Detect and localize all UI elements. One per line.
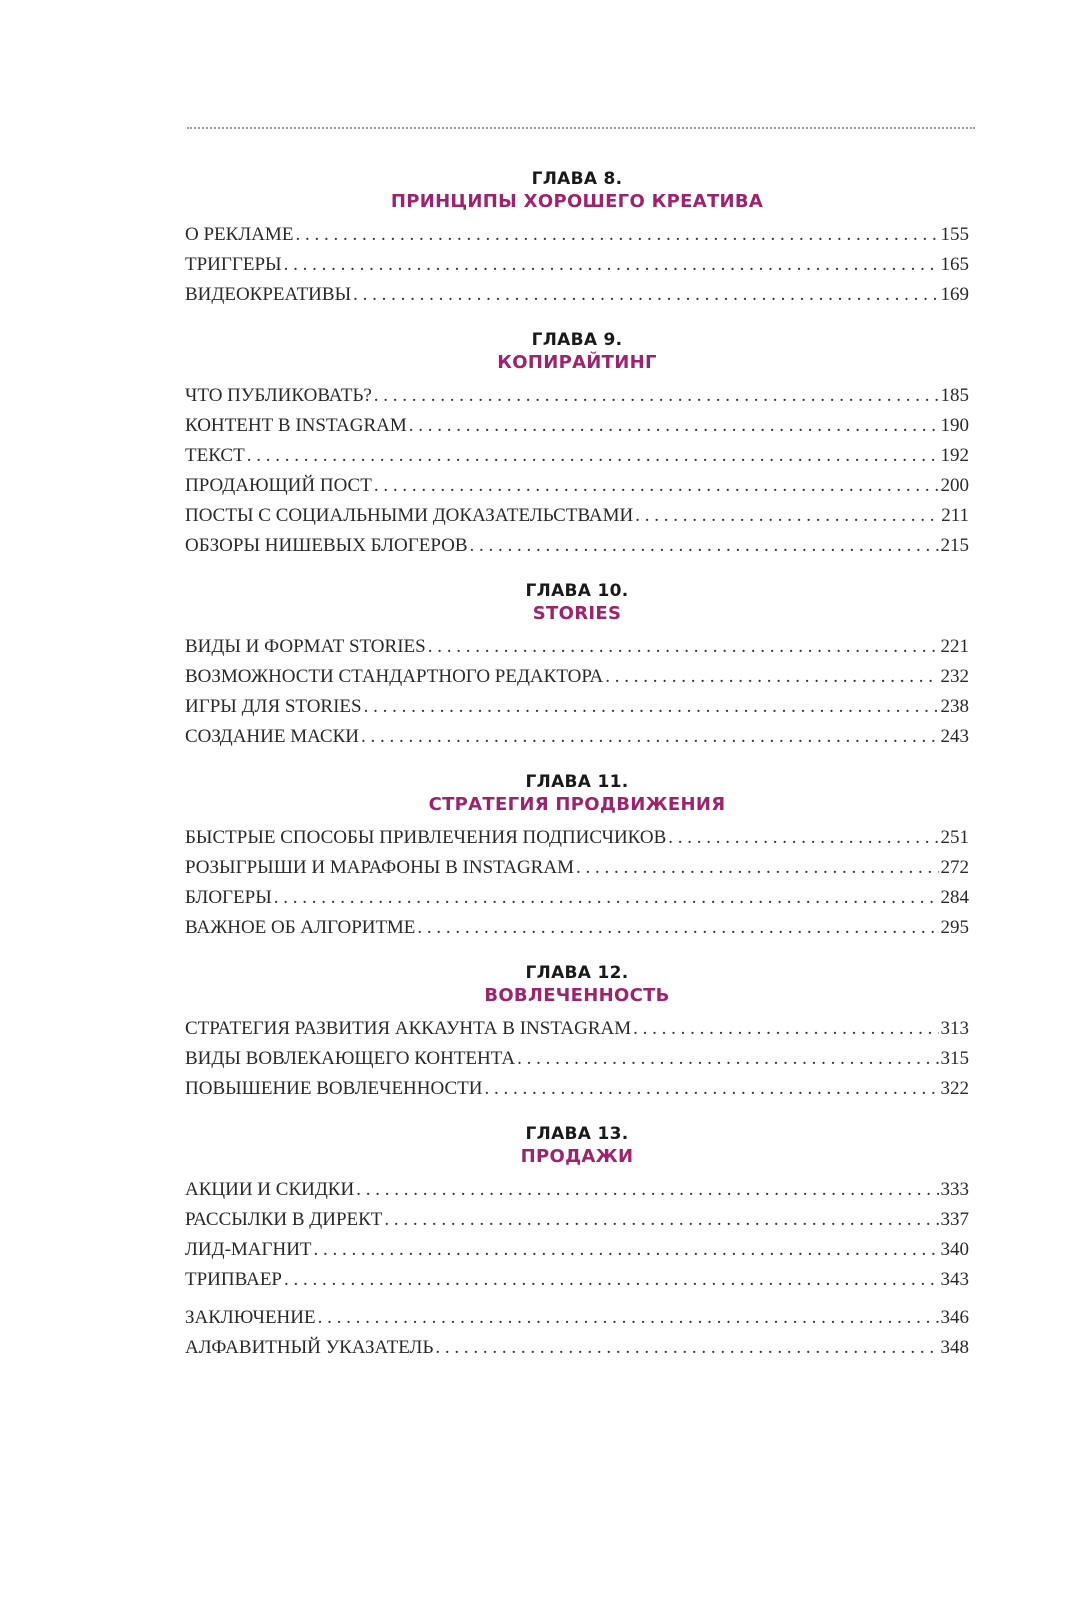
dot-leader [417, 913, 938, 943]
dot-leader [314, 1235, 939, 1265]
toc-entry[interactable] [185, 411, 969, 441]
chapter-entries [185, 1014, 969, 1104]
dot-leader [374, 471, 939, 501]
toc-entry[interactable] [185, 1303, 969, 1333]
entry-label: ВОЗМОЖНОСТИ СТАНДАРТНОГО РЕДАКТОРА [185, 666, 604, 687]
toc-entry[interactable] [185, 1333, 969, 1363]
entry-label: ВИДЕОКРЕАТИВЫ [185, 284, 352, 305]
toc-entry[interactable] [185, 1235, 969, 1265]
chapter-12 [185, 962, 969, 1104]
entry-page-number: 348 [940, 1337, 969, 1358]
entry-page-number: 315 [940, 1048, 969, 1069]
chapter-entries [185, 220, 969, 310]
dot-leader [428, 632, 939, 662]
chapter-number: ГЛАВА 11. [525, 772, 629, 792]
entry-label: ИГРЫ ДЛЯ STORIES [185, 696, 362, 717]
entry-page-number: 165 [940, 254, 969, 275]
chapter-heading [185, 168, 969, 214]
entry-label: ЧТО ПУБЛИКОВАТЬ? [185, 385, 372, 406]
entry-page-number: 238 [940, 696, 969, 717]
dot-leader [356, 1175, 938, 1205]
entry-label: ВАЖНОЕ ОБ АЛГОРИТМЕ [185, 917, 416, 938]
entry-label: ТЕКСТ [185, 445, 245, 466]
dot-leader [484, 1074, 938, 1104]
entry-label: ТРИПВАЕР [185, 1269, 282, 1290]
toc-entry[interactable] [185, 662, 969, 692]
dot-leader [409, 411, 939, 441]
toc-entry[interactable] [185, 1074, 969, 1104]
dot-leader [633, 1014, 938, 1044]
dot-leader [274, 883, 939, 913]
chapter-entries [185, 381, 969, 561]
chapter-heading [185, 962, 969, 1008]
entry-label: ВИДЫ ВОВЛЕКАЮЩЕГО КОНТЕНТА [185, 1048, 516, 1069]
entry-page-number: 346 [940, 1307, 969, 1328]
entry-page-number: 192 [940, 445, 969, 466]
chapter-title: STORIES [532, 603, 622, 624]
entry-page-number: 200 [940, 475, 969, 496]
chapter-title: КОПИРАЙТИНГ [497, 352, 657, 373]
toc-entry[interactable] [185, 632, 969, 662]
toc-entry[interactable] [185, 280, 969, 310]
entry-label: ПОСТЫ С СОЦИАЛЬНЫМИ ДОКАЗАТЕЛЬСТВАМИ [185, 505, 634, 526]
entry-label: ТРИГГЕРЫ [185, 254, 282, 275]
chapter-13 [185, 1123, 969, 1295]
top-dotted-rule [187, 127, 975, 129]
toc-entry[interactable] [185, 853, 969, 883]
entry-label: РОЗЫГРЫШИ И МАРАФОНЫ В INSTAGRAM [185, 857, 574, 878]
toc-entry[interactable] [185, 722, 969, 752]
toc-entry[interactable] [185, 883, 969, 913]
chapter-heading [185, 1123, 969, 1169]
entry-page-number: 190 [940, 415, 969, 436]
entry-page-number: 221 [940, 636, 969, 657]
entry-label: РАССЫЛКИ В ДИРЕКТ [185, 1209, 383, 1230]
chapter-heading [185, 329, 969, 375]
dot-leader [435, 1333, 938, 1363]
entry-label: БЫСТРЫЕ СПОСОБЫ ПРИВЛЕЧЕНИЯ ПОДПИСЧИКОВ [185, 827, 667, 848]
entry-page-number: 232 [940, 666, 969, 687]
chapter-number: ГЛАВА 12. [525, 963, 629, 983]
chapter-number: ГЛАВА 8. [531, 169, 623, 189]
dot-leader [517, 1044, 938, 1074]
toc-entry[interactable] [185, 220, 969, 250]
toc-entry[interactable] [185, 250, 969, 280]
entry-page-number: 211 [941, 505, 969, 526]
toc-entry[interactable] [185, 471, 969, 501]
entry-label: ЛИД-МАГНИТ [185, 1239, 312, 1260]
entry-label: АЛФАВИТНЫЙ УКАЗАТЕЛЬ [185, 1337, 434, 1358]
toc-entry[interactable] [185, 692, 969, 722]
entry-page-number: 333 [940, 1179, 969, 1200]
chapter-heading [185, 580, 969, 626]
entry-page-number: 155 [940, 224, 969, 245]
toc-entry[interactable] [185, 381, 969, 411]
chapter-number: ГЛАВА 9. [531, 330, 623, 350]
entry-page-number: 169 [940, 284, 969, 305]
dot-leader [605, 662, 938, 692]
chapter-10 [185, 580, 969, 752]
dot-leader [635, 501, 939, 531]
dot-leader [284, 250, 939, 280]
entry-page-number: 322 [940, 1078, 969, 1099]
dot-leader [247, 441, 939, 471]
entry-label: О РЕКЛАМЕ [185, 224, 294, 245]
entry-label: ПРОДАЮЩИЙ ПОСТ [185, 475, 372, 496]
toc-entry[interactable] [185, 501, 969, 531]
dot-leader [668, 823, 938, 853]
chapter-number: ГЛАВА 13. [525, 1124, 629, 1144]
dot-leader [364, 692, 939, 722]
toc-entry[interactable] [185, 1014, 969, 1044]
chapter-title: ПРИНЦИПЫ ХОРОШЕГО КРЕАТИВА [390, 191, 764, 212]
dot-leader [384, 1205, 938, 1235]
entry-page-number: 343 [940, 1269, 969, 1290]
dot-leader [361, 722, 939, 752]
chapter-8 [185, 168, 969, 310]
dot-leader [374, 381, 939, 411]
entry-page-number: 251 [940, 827, 969, 848]
chapter-title: ПРОДАЖИ [520, 1146, 634, 1167]
toc-entry[interactable] [185, 1044, 969, 1074]
entry-label: БЛОГЕРЫ [185, 887, 272, 908]
entry-page-number: 313 [940, 1018, 969, 1039]
entry-label: ПОВЫШЕНИЕ ВОВЛЕЧЕННОСТИ [185, 1078, 483, 1099]
chapter-entries [185, 632, 969, 752]
dot-leader [470, 531, 939, 561]
toc-entry[interactable] [185, 1175, 969, 1205]
entry-label: КОНТЕНТ В INSTAGRAM [185, 415, 407, 436]
entry-label: ОБЗОРЫ НИШЕВЫХ БЛОГЕРОВ [185, 535, 468, 556]
chapter-number: ГЛАВА 10. [525, 581, 629, 601]
chapter-11 [185, 771, 969, 943]
dot-leader [318, 1303, 939, 1333]
toc-entry[interactable] [185, 1265, 969, 1295]
dot-leader [295, 220, 938, 250]
chapter-title: СТРАТЕГИЯ ПРОДВИЖЕНИЯ [428, 794, 726, 815]
chapter-heading [185, 771, 969, 817]
chapter-entries [185, 1175, 969, 1295]
closing-entries [185, 1303, 969, 1363]
chapter-9 [185, 329, 969, 561]
entry-label: СОЗДАНИЕ МАСКИ [185, 726, 359, 747]
entry-page-number: 243 [940, 726, 969, 747]
toc-entry[interactable] [185, 441, 969, 471]
entry-page-number: 337 [940, 1209, 969, 1230]
toc-entry[interactable] [185, 913, 969, 943]
entry-page-number: 272 [940, 857, 969, 878]
entry-page-number: 340 [940, 1239, 969, 1260]
dot-leader [284, 1265, 939, 1295]
entry-label: ЗАКЛЮЧЕНИЕ [185, 1307, 316, 1328]
dot-leader [353, 280, 938, 310]
chapter-title: ВОВЛЕЧЕННОСТЬ [484, 985, 670, 1006]
toc-entry[interactable] [185, 1205, 969, 1235]
entry-label: ВИДЫ И ФОРМАТ STORIES [185, 636, 426, 657]
toc-entry[interactable] [185, 531, 969, 561]
entry-page-number: 215 [940, 535, 969, 556]
entry-label: СТРАТЕГИЯ РАЗВИТИЯ АККАУНТА В INSTAGRAM [185, 1018, 632, 1039]
entry-page-number: 295 [940, 917, 969, 938]
toc-entry[interactable] [185, 823, 969, 853]
entry-page-number: 185 [940, 385, 969, 406]
dot-leader [576, 853, 939, 883]
chapter-entries [185, 823, 969, 943]
entry-page-number: 284 [940, 887, 969, 908]
entry-label: АКЦИИ И СКИДКИ [185, 1179, 355, 1200]
